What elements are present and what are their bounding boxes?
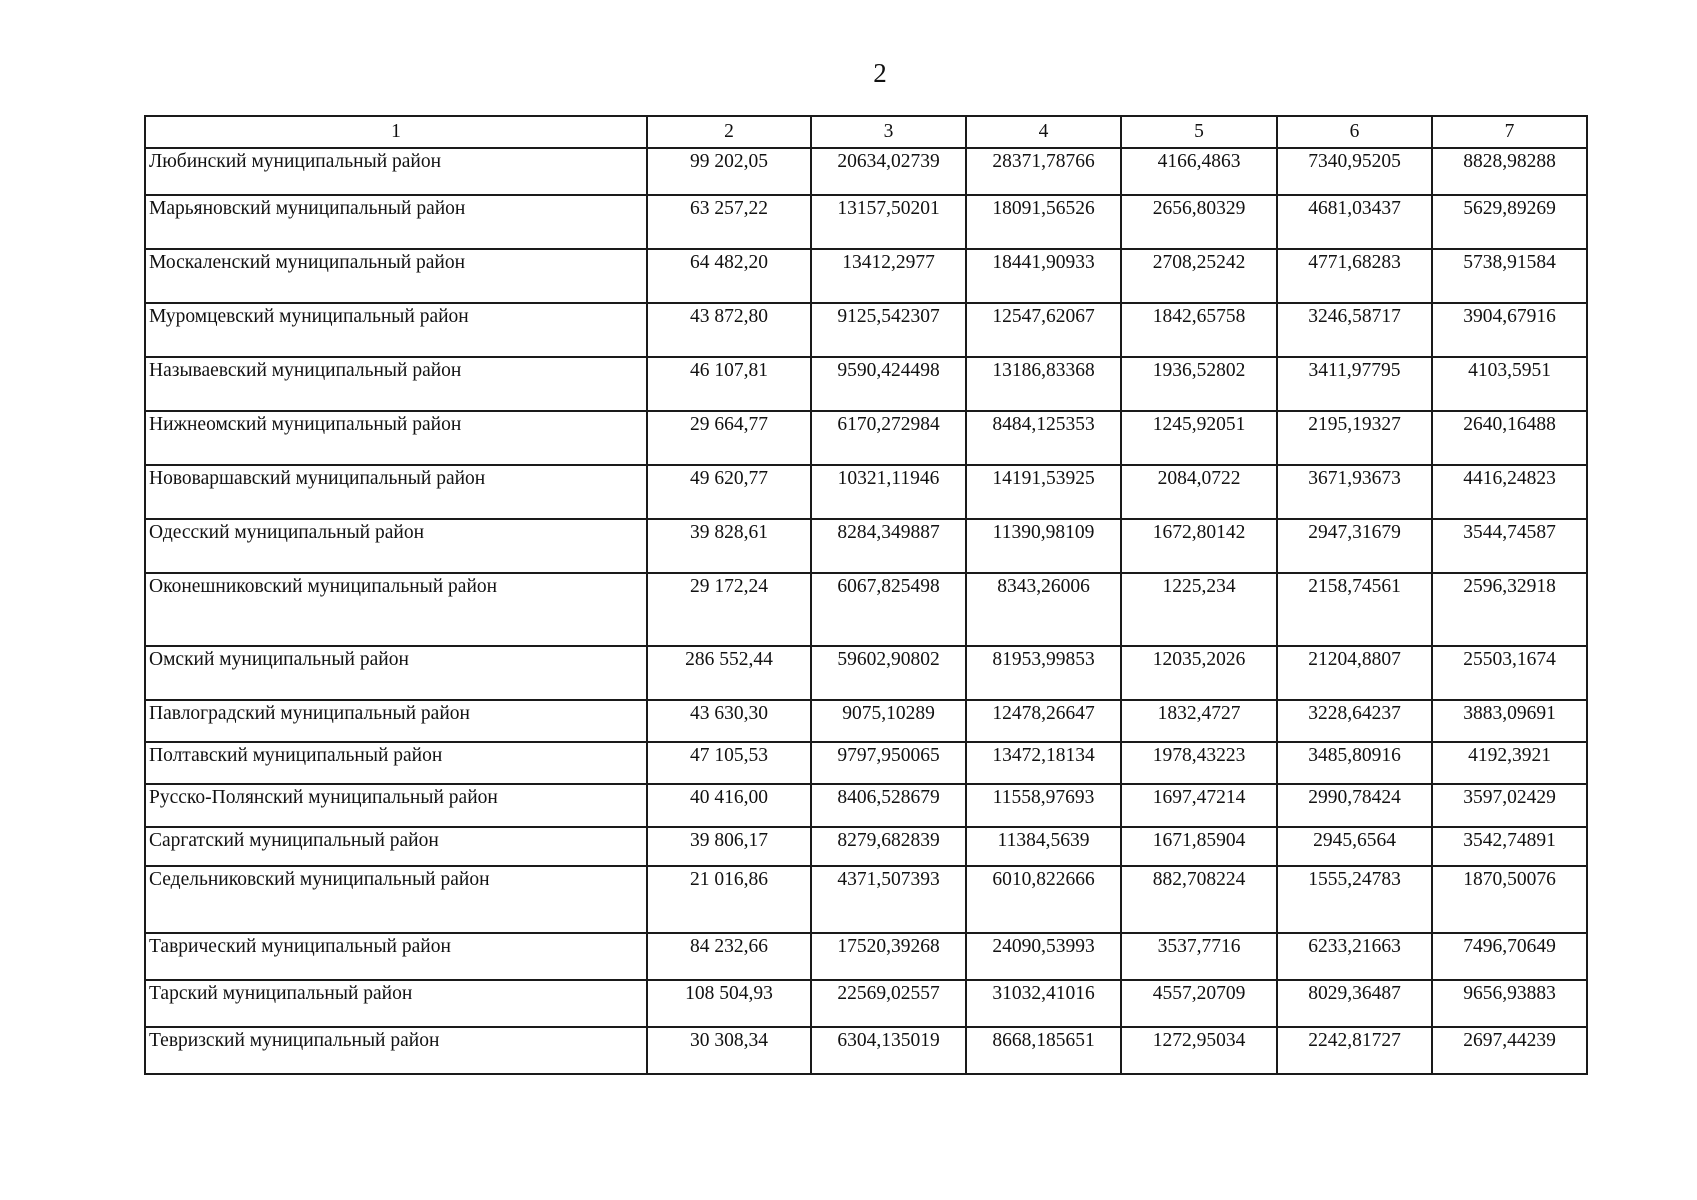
value-cell: 8284,349887 (811, 519, 966, 573)
column-header: 4 (966, 116, 1121, 148)
value-cell: 3671,93673 (1277, 465, 1432, 519)
value-cell: 2708,25242 (1121, 249, 1277, 303)
value-cell: 8343,26006 (966, 573, 1121, 646)
table-row (145, 573, 1587, 646)
value-cell: 5738,91584 (1432, 249, 1587, 303)
value-cell: 1671,85904 (1121, 827, 1277, 866)
value-cell: 20634,02739 (811, 148, 966, 195)
table-row (145, 195, 1587, 249)
value-cell: 1978,43223 (1121, 742, 1277, 784)
value-cell: 4166,4863 (1121, 148, 1277, 195)
value-cell: 14191,53925 (966, 465, 1121, 519)
value-cell: 8668,185651 (966, 1027, 1121, 1074)
value-cell: 1672,80142 (1121, 519, 1277, 573)
value-cell: 1936,52802 (1121, 357, 1277, 411)
value-cell: 2990,78424 (1277, 784, 1432, 827)
value-cell: 3411,97795 (1277, 357, 1432, 411)
value-cell: 9656,93883 (1432, 980, 1587, 1027)
column-header: 3 (811, 116, 966, 148)
value-cell: 9075,10289 (811, 700, 966, 742)
value-cell: 2158,74561 (1277, 573, 1432, 646)
value-cell: 8828,98288 (1432, 148, 1587, 195)
district-name-cell: Нижнеомский муниципальный район (145, 411, 647, 465)
district-name-cell: Нововаршавский муниципальный район (145, 465, 647, 519)
value-cell: 8029,36487 (1277, 980, 1432, 1027)
page-number: 2 (873, 58, 887, 88)
value-cell: 4192,3921 (1432, 742, 1587, 784)
value-cell: 2242,81727 (1277, 1027, 1432, 1074)
value-cell: 6067,825498 (811, 573, 966, 646)
value-cell: 39 828,61 (647, 519, 811, 573)
value-cell: 8406,528679 (811, 784, 966, 827)
value-cell: 81953,99853 (966, 646, 1121, 700)
district-name-cell: Называевский муниципальный район (145, 357, 647, 411)
value-cell: 99 202,05 (647, 148, 811, 195)
header-row (145, 116, 1587, 148)
value-cell: 17520,39268 (811, 933, 966, 980)
district-name-cell: Одесский муниципальный район (145, 519, 647, 573)
value-cell: 2697,44239 (1432, 1027, 1587, 1074)
column-header: 6 (1277, 116, 1432, 148)
value-cell: 21 016,86 (647, 866, 811, 933)
value-cell: 9125,542307 (811, 303, 966, 357)
value-cell: 30 308,34 (647, 1027, 811, 1074)
district-name-cell: Тарский муниципальный район (145, 980, 647, 1027)
value-cell: 3228,64237 (1277, 700, 1432, 742)
table-row (145, 646, 1587, 700)
value-cell: 4557,20709 (1121, 980, 1277, 1027)
value-cell: 4371,507393 (811, 866, 966, 933)
value-cell: 18091,56526 (966, 195, 1121, 249)
value-cell: 24090,53993 (966, 933, 1121, 980)
table-row (145, 519, 1587, 573)
value-cell: 4771,68283 (1277, 249, 1432, 303)
value-cell: 43 630,30 (647, 700, 811, 742)
district-name-cell: Омский муниципальный район (145, 646, 647, 700)
value-cell: 11384,5639 (966, 827, 1121, 866)
value-cell: 3542,74891 (1432, 827, 1587, 866)
value-cell: 63 257,22 (647, 195, 811, 249)
value-cell: 11558,97693 (966, 784, 1121, 827)
value-cell: 25503,1674 (1432, 646, 1587, 700)
value-cell: 10321,11946 (811, 465, 966, 519)
district-name-cell: Оконешниковский муниципальный район (145, 573, 647, 646)
value-cell: 2945,6564 (1277, 827, 1432, 866)
value-cell: 3904,67916 (1432, 303, 1587, 357)
table-row (145, 1027, 1587, 1074)
value-cell: 2084,0722 (1121, 465, 1277, 519)
value-cell: 64 482,20 (647, 249, 811, 303)
value-cell: 1832,4727 (1121, 700, 1277, 742)
value-cell: 2640,16488 (1432, 411, 1587, 465)
value-cell: 21204,8807 (1277, 646, 1432, 700)
table-row (145, 148, 1587, 195)
district-name-cell: Москаленский муниципальный район (145, 249, 647, 303)
value-cell: 2656,80329 (1121, 195, 1277, 249)
table-row (145, 357, 1587, 411)
value-cell: 29 664,77 (647, 411, 811, 465)
value-cell: 12035,2026 (1121, 646, 1277, 700)
value-cell: 1870,50076 (1432, 866, 1587, 933)
value-cell: 28371,78766 (966, 148, 1121, 195)
value-cell: 13157,50201 (811, 195, 966, 249)
value-cell: 4681,03437 (1277, 195, 1432, 249)
table-row (145, 303, 1587, 357)
district-name-cell: Седельниковский муниципальный район (145, 866, 647, 933)
value-cell: 6170,272984 (811, 411, 966, 465)
value-cell: 6233,21663 (1277, 933, 1432, 980)
value-cell: 4416,24823 (1432, 465, 1587, 519)
district-name-cell: Русско-Полянский муниципальный район (145, 784, 647, 827)
value-cell: 2596,32918 (1432, 573, 1587, 646)
value-cell: 11390,98109 (966, 519, 1121, 573)
value-cell: 18441,90933 (966, 249, 1121, 303)
value-cell: 8484,125353 (966, 411, 1121, 465)
value-cell: 3537,7716 (1121, 933, 1277, 980)
data-table (144, 115, 1588, 1075)
value-cell: 31032,41016 (966, 980, 1121, 1027)
district-name-cell: Муромцевский муниципальный район (145, 303, 647, 357)
value-cell: 9797,950065 (811, 742, 966, 784)
district-name-cell: Павлоградский муниципальный район (145, 700, 647, 742)
value-cell: 7496,70649 (1432, 933, 1587, 980)
value-cell: 6304,135019 (811, 1027, 966, 1074)
column-header: 7 (1432, 116, 1587, 148)
value-cell: 1245,92051 (1121, 411, 1277, 465)
value-cell: 3597,02429 (1432, 784, 1587, 827)
value-cell: 39 806,17 (647, 827, 811, 866)
table-row (145, 933, 1587, 980)
table-row (145, 784, 1587, 827)
value-cell: 12547,62067 (966, 303, 1121, 357)
value-cell: 13412,2977 (811, 249, 966, 303)
table-row (145, 866, 1587, 933)
value-cell: 1697,47214 (1121, 784, 1277, 827)
district-name-cell: Любинский муниципальный район (145, 148, 647, 195)
district-name-cell: Марьяновский муниципальный район (145, 195, 647, 249)
value-cell: 1842,65758 (1121, 303, 1277, 357)
value-cell: 29 172,24 (647, 573, 811, 646)
column-header: 5 (1121, 116, 1277, 148)
district-name-cell: Тевризский муниципальный район (145, 1027, 647, 1074)
value-cell: 2195,19327 (1277, 411, 1432, 465)
table-row (145, 411, 1587, 465)
value-cell: 46 107,81 (647, 357, 811, 411)
table-row (145, 465, 1587, 519)
district-name-cell: Саргатский муниципальный район (145, 827, 647, 866)
value-cell: 4103,5951 (1432, 357, 1587, 411)
table-row (145, 249, 1587, 303)
value-cell: 22569,02557 (811, 980, 966, 1027)
value-cell: 43 872,80 (647, 303, 811, 357)
value-cell: 49 620,77 (647, 465, 811, 519)
value-cell: 84 232,66 (647, 933, 811, 980)
value-cell: 1225,234 (1121, 573, 1277, 646)
table-row (145, 700, 1587, 742)
value-cell: 108 504,93 (647, 980, 811, 1027)
table-row (145, 742, 1587, 784)
value-cell: 13472,18134 (966, 742, 1121, 784)
district-name-cell: Полтавский муниципальный район (145, 742, 647, 784)
value-cell: 47 105,53 (647, 742, 811, 784)
value-cell: 3883,09691 (1432, 700, 1587, 742)
value-cell: 12478,26647 (966, 700, 1121, 742)
column-header: 2 (647, 116, 811, 148)
value-cell: 5629,89269 (1432, 195, 1587, 249)
value-cell: 6010,822666 (966, 866, 1121, 933)
value-cell: 2947,31679 (1277, 519, 1432, 573)
value-cell: 8279,682839 (811, 827, 966, 866)
value-cell: 9590,424498 (811, 357, 966, 411)
value-cell: 40 416,00 (647, 784, 811, 827)
value-cell: 1272,95034 (1121, 1027, 1277, 1074)
value-cell: 13186,83368 (966, 357, 1121, 411)
value-cell: 59602,90802 (811, 646, 966, 700)
value-cell: 1555,24783 (1277, 866, 1432, 933)
table-row (145, 980, 1587, 1027)
value-cell: 3246,58717 (1277, 303, 1432, 357)
column-header: 1 (145, 116, 647, 148)
value-cell: 286 552,44 (647, 646, 811, 700)
value-cell: 7340,95205 (1277, 148, 1432, 195)
district-name-cell: Таврический муниципальный район (145, 933, 647, 980)
value-cell: 882,708224 (1121, 866, 1277, 933)
value-cell: 3544,74587 (1432, 519, 1587, 573)
value-cell: 3485,80916 (1277, 742, 1432, 784)
table-row (145, 827, 1587, 866)
